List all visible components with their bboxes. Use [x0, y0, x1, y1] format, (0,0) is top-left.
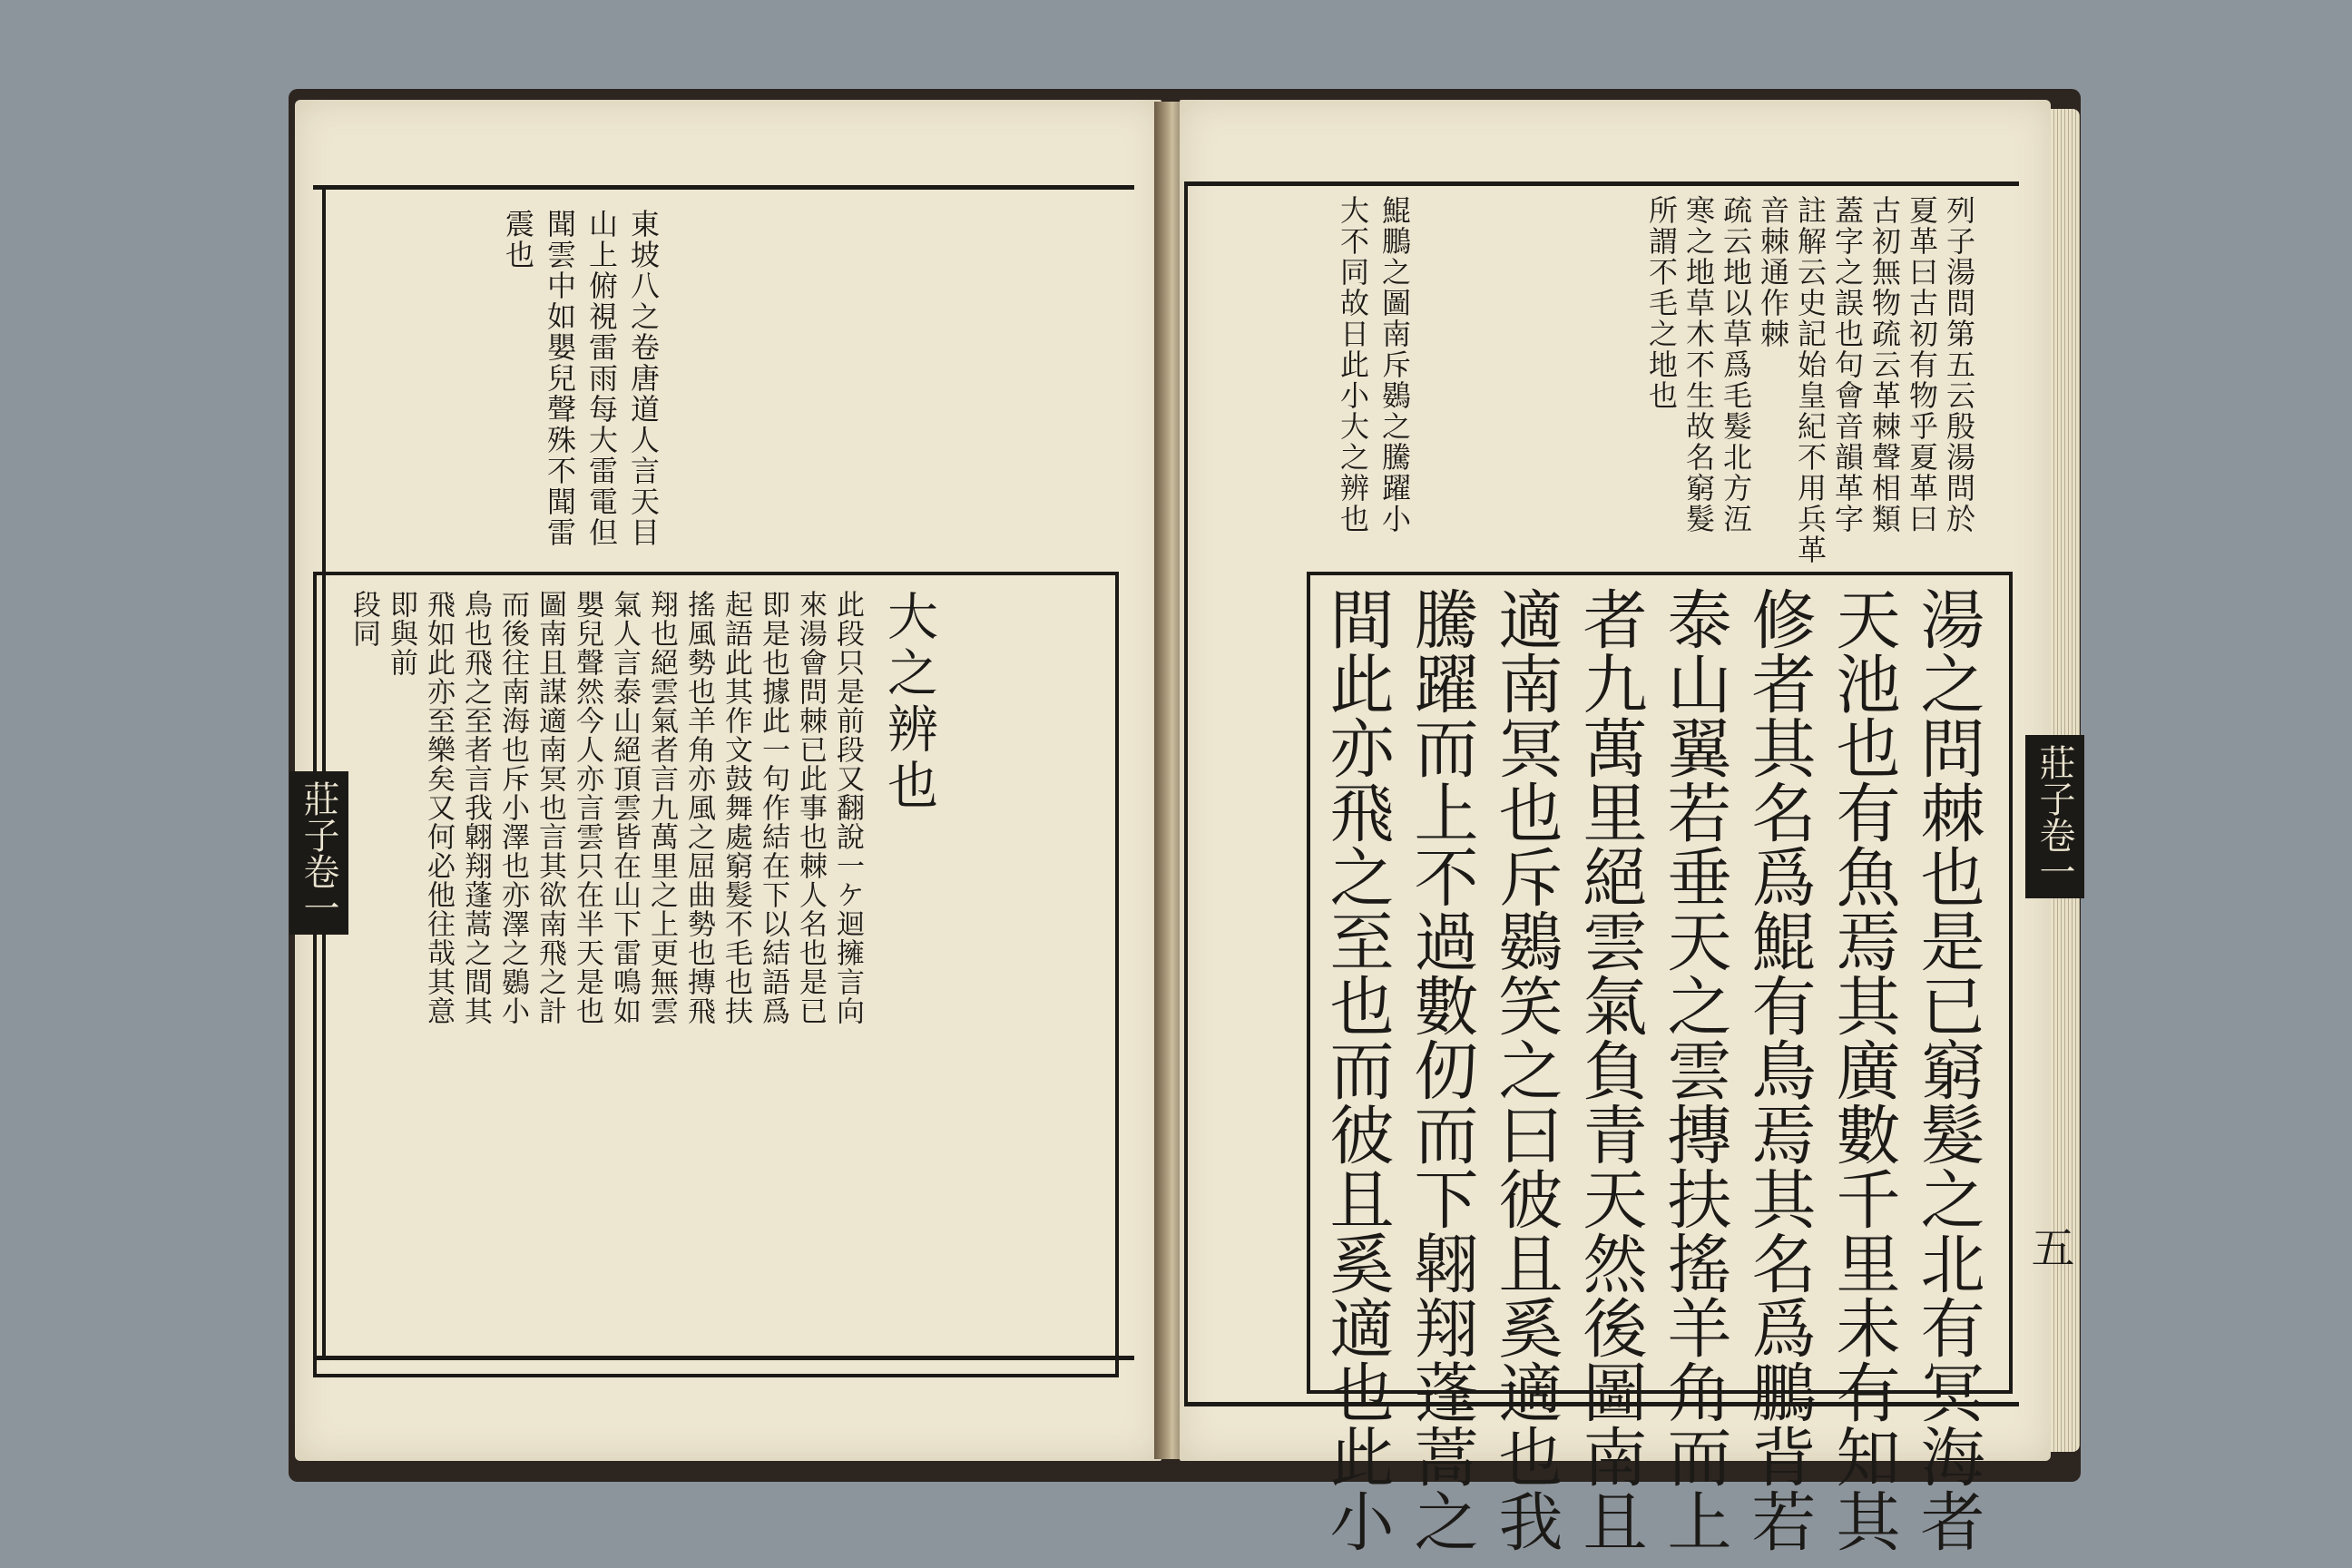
body-column: 此段只是前段又翻說一ケ迴擁言向: [831, 590, 864, 1025]
body-column: 飛如此亦至樂矣又何必他往哉其意: [422, 590, 455, 1025]
commentary-column: 夏革曰古初有物乎夏革曰: [1905, 195, 1939, 534]
commentary-column: 古初無物疏云革棘聲相類: [1867, 195, 1902, 534]
section-title: 大之辨也: [879, 590, 938, 815]
commentary-column: 列子湯問第五云殷湯問於: [1942, 195, 1976, 534]
left-top-rule: [313, 185, 1134, 190]
commentary-column: 聞雲中如嬰兒聲殊不聞雷: [543, 209, 577, 548]
body-column: 者九萬里絕雲氣負青天然後圖南且: [1573, 586, 1648, 1553]
body-column: 間此亦飛之至也而彼且奚適也此小: [1319, 586, 1395, 1553]
left-spine-label: 莊子卷一: [289, 771, 348, 935]
folio-number: 五: [2024, 1225, 2074, 1269]
body-column: 騰躍而上不過數仞而下翺翔蓬蒿之: [1404, 586, 1479, 1553]
commentary-column: 山上俯視雷雨每大雷電但: [584, 209, 619, 548]
body-column: 段同: [348, 590, 380, 648]
commentary-column: 蓋字之誤也句會音韻革字: [1830, 195, 1865, 534]
right-top-rule: [1184, 181, 2019, 186]
left-main-text: [348, 590, 938, 1025]
body-column: 氣人言泰山絕頂雲皆在山下雷鳴如: [608, 590, 641, 1025]
body-column: 即是也據此一句作結在下以結語爲: [757, 590, 789, 1025]
body-column: 搖風勢也羊角亦風之屈曲勢也摶飛: [682, 590, 715, 1025]
left-commentary: [501, 209, 661, 548]
right-commentary-tail: [1336, 195, 1412, 534]
commentary-column: 註解云史記始皇紀不用兵革: [1793, 195, 1828, 565]
body-column: 嬰兒聲然今人亦言雲只在半天是也: [571, 590, 603, 1025]
commentary-column: 疏云地以草爲毛髮北方沍: [1719, 195, 1753, 534]
commentary-column: 鯤鵬之圖南斥鷃之騰躍小: [1377, 195, 1412, 534]
commentary-column: 所謂不毛之地也: [1644, 195, 1679, 411]
body-column: 適南冥也斥鷃笑之曰彼且奚適也我: [1488, 586, 1563, 1553]
right-page: [1180, 100, 2075, 1553]
body-column: 泰山翼若垂天之雲摶扶搖羊角而上: [1657, 586, 1732, 1553]
commentary-column: 大不同故日此小大之辨也: [1336, 195, 1370, 534]
right-spine-label: 莊子卷一: [2025, 735, 2084, 898]
body-column: 湯之問棘也是已窮髮之北有冥海者: [1910, 586, 1985, 1553]
commentary-column: 音棘通作棘: [1756, 195, 1790, 349]
body-column: 鳥也飛之至者言我翺翔蓬蒿之間其: [459, 590, 492, 1025]
right-commentary: [1644, 195, 1976, 565]
right-main-text: [1319, 586, 1985, 1553]
body-column: 來湯會問棘已此事也棘人名也是已: [794, 590, 827, 1025]
commentary-column: 震也: [501, 209, 535, 270]
body-column: 圖南且謀適南冥也言其欲南飛之計: [534, 590, 566, 1025]
commentary-column: 寒之地草木不生故名窮髮: [1681, 195, 1716, 534]
right-inner-rule: [1184, 181, 1188, 1402]
body-column: 天池也有魚焉其廣數千里未有知其: [1826, 586, 1901, 1553]
left-page: [295, 100, 1161, 1461]
body-column: 而後往南海也斥小澤也亦澤之鷃小: [496, 590, 529, 1025]
body-column: 修者其名爲鯤有鳥焉其名爲鵬背若: [1741, 586, 1817, 1553]
body-column: 即與前: [385, 590, 417, 677]
body-column: 起語此其作文鼓舞處窮髮不毛也扶: [720, 590, 752, 1025]
body-column: 翔也絕雲氣者言九萬里之上更無雲: [645, 590, 678, 1025]
commentary-column: 東坡八之卷唐道人言天目: [626, 209, 661, 548]
